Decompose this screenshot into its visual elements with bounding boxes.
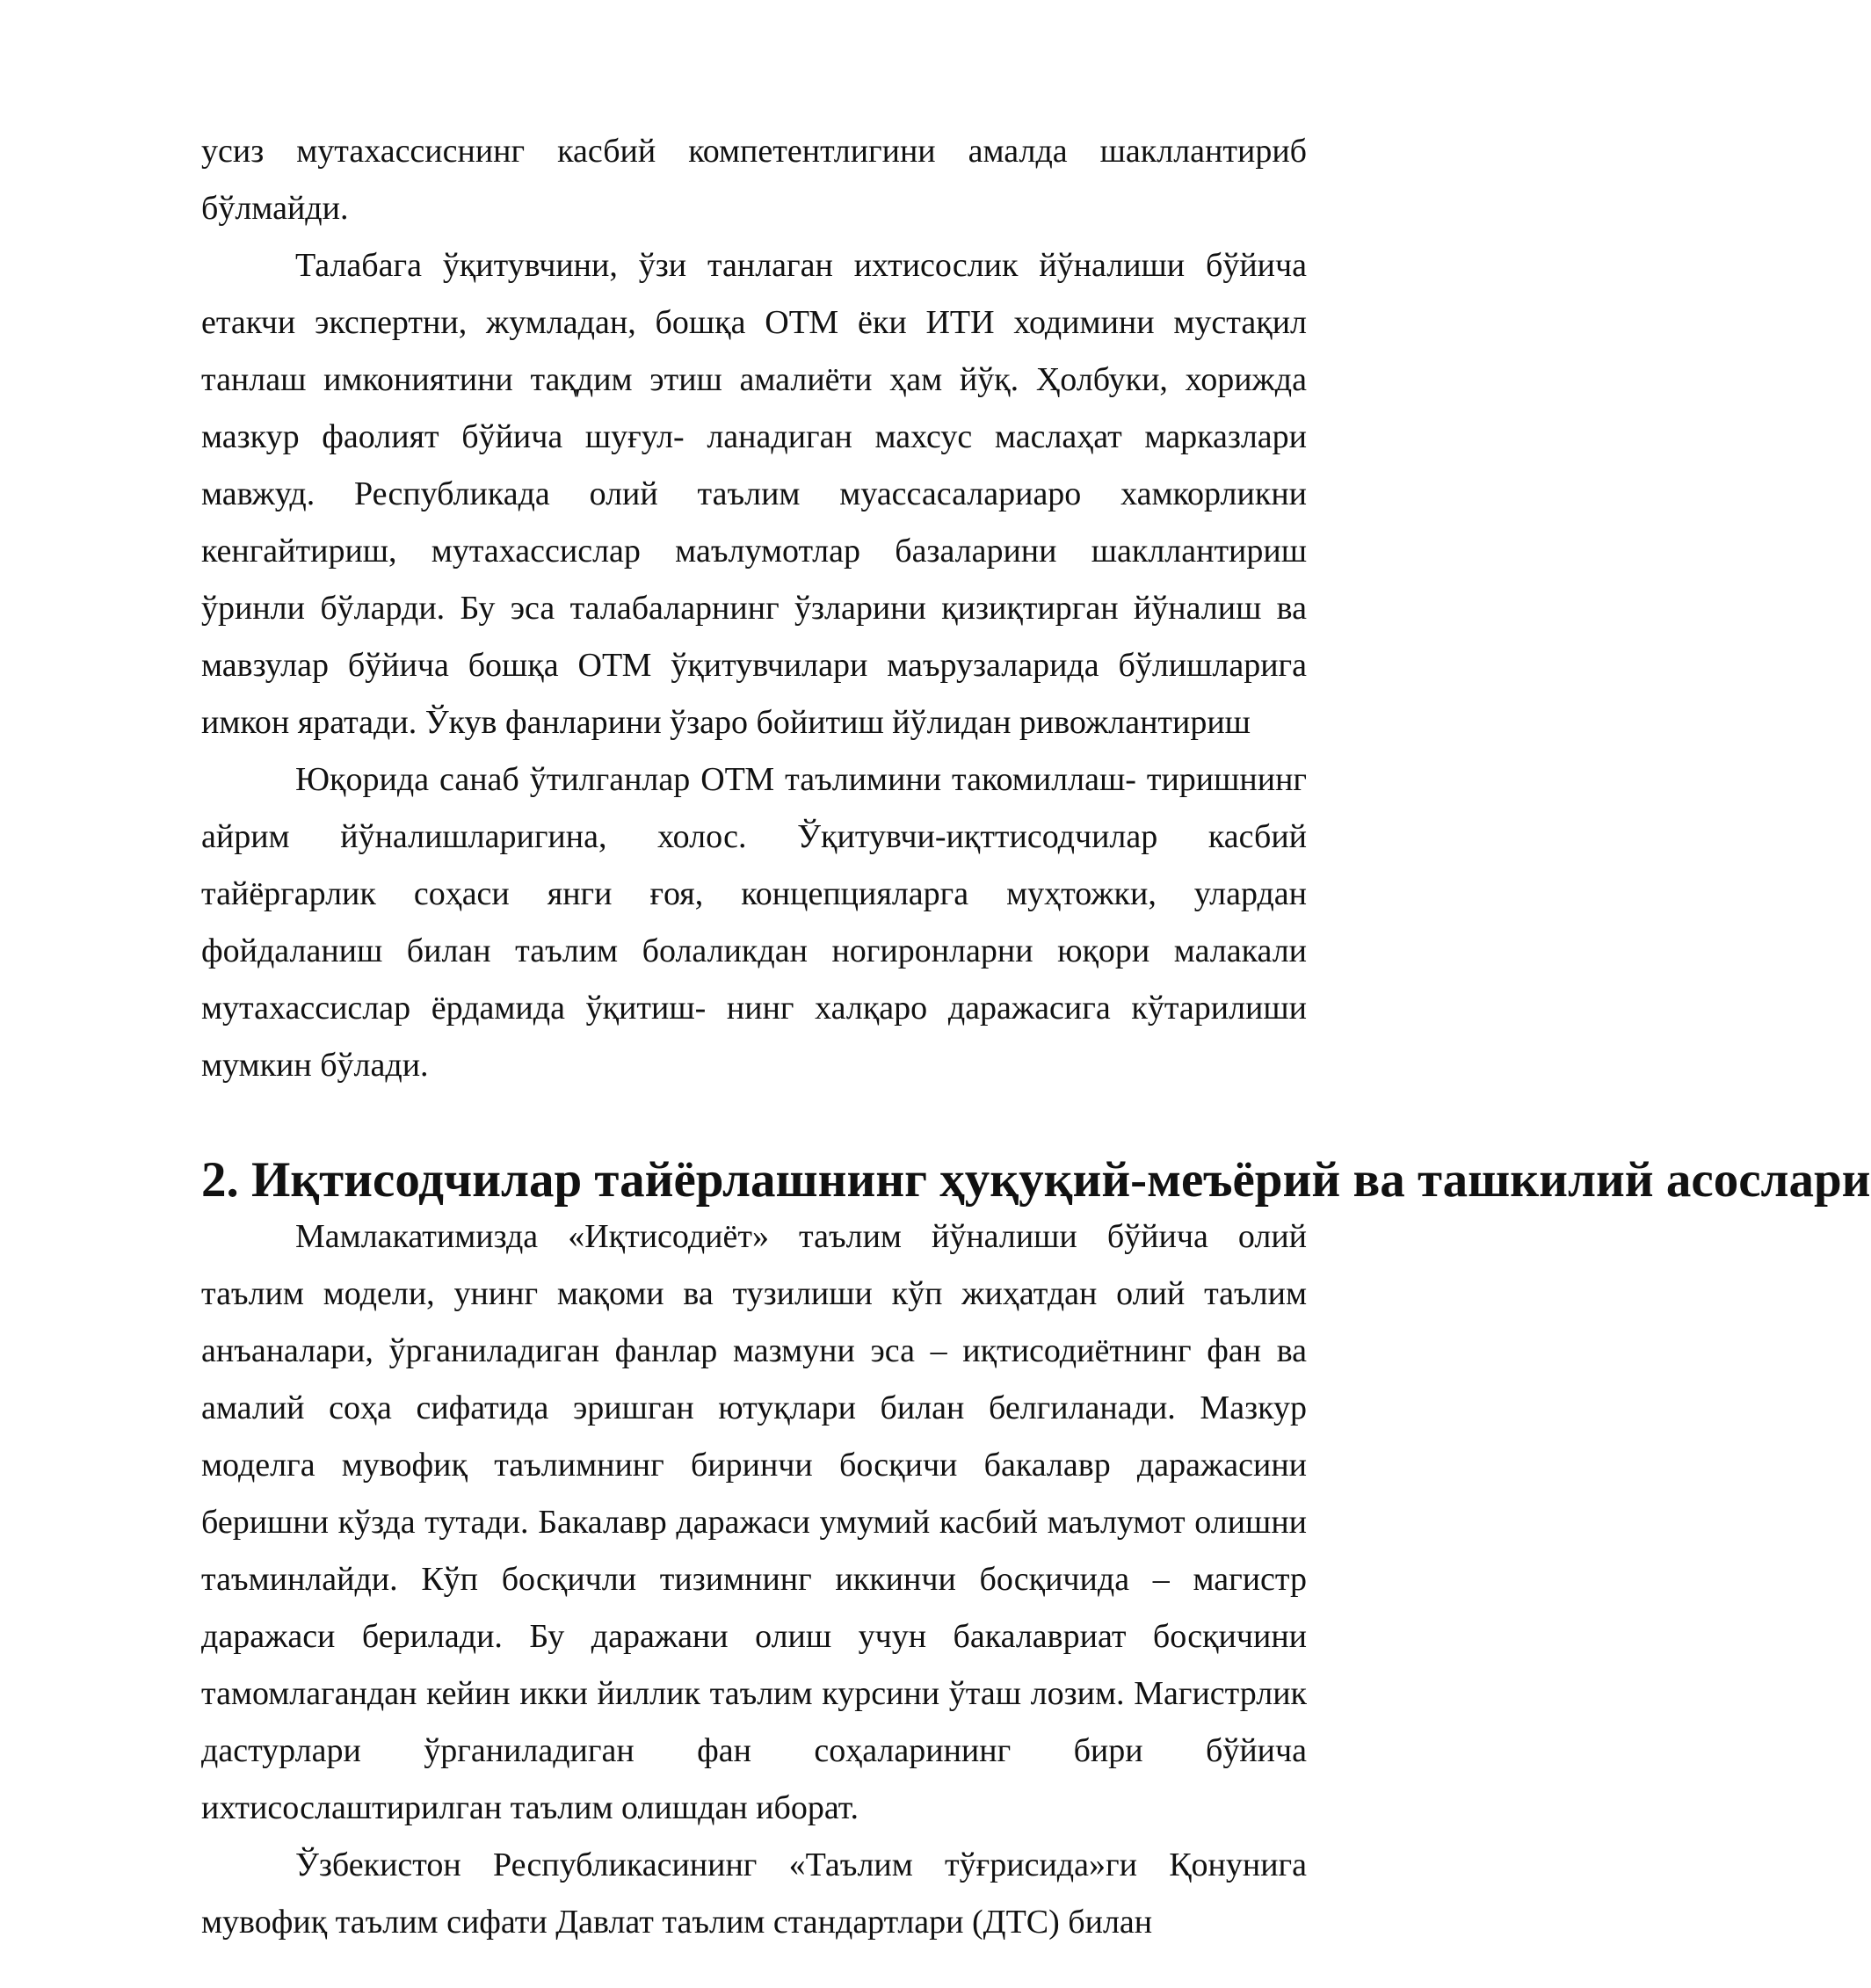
section-spacer: [201, 1094, 1307, 1151]
paragraph-improvement-directions: Юқорида санаб ўтилганлар ОТМ таълимини такомиллаш- тиришнинг айрим йўналишларигина, холос. Ўқитувчи-иқттисодчилар касбий тайёргарлик соҳаси янги ғоя, концепцияларга муҳтожки, улардан фойдаланиш билан таълим болаликдан ногиронларни юқори малакали мутахассислар ёрдамида ўқитиш- нинг халқаро даражасига кўтарилиши мумкин бўлади.: [201, 761, 1307, 1084]
paragraph-education-model: Мамлакатимизда «Иқтисодиёт» таълим йўналиши бўйича олий таълим модели, унинг мақоми ва тузилиши кўп жиҳатдан олий таълим анъаналари, ўрганиладиган фанлар мазмуни эса – иқтисодиётнинг фан ва амалий соҳа сифатида эришган ютуқлари билан белгиланади. Мазкур моделга мувофиқ таълимнинг биринчи босқичи бакалавр даражасини беришни кўзда тутади. Бакалавр даражаси умумий касбий маълумот олишни таъминлайди. Кўп босқичли тизимнинг иккинчи босқичида – магистр даражаси берилади. Бу даражани олиш учун бакалавриат босқичини тамомлагандан кейин икки йиллик таълим курсини ўташ лозим. Магистрлик дастурлари ўрганиладиган фан соҳаларининг бири бўйича ихтисослаштирилган таълим олишдан иборат.: [201, 1218, 1307, 1826]
section-heading: 2. Иқтисодчилар тайёрлашнинг ҳуқуқий-меъёрий ва ташкилий асослари: [201, 1152, 1871, 1208]
document-body: [201, 123, 1871, 1951]
paragraph-continuation: усиз мутахассиснинг касбий компетентлигини амалда шакллантириб бўлмайди.: [201, 133, 1307, 227]
paragraph-education-law: Ўзбекистон Республикасининг «Таълим тўғрисида»ги Қонунига мувофиқ таълим сифати Давлат таълим стандартлари (ДТС) билан: [201, 1847, 1307, 1941]
paragraph-advisor-selection: Талабага ўқитувчини, ўзи танлаган ихтисослик йўналиши бўйича етакчи экспертни, жумладан, бошқа ОТМ ёки ИТИ ходимини мустақил танлаш имкониятини тақдим этиш амалиёти ҳам йўқ. Ҳолбуки, хорижда мазкур фаолият бўйича шуғул- ланадиган махсус маслаҳат марказлари мавжуд. Республикада олий таълим муассасалариаро хамкорликни кенгайтириш, мутахассислар маълумотлар базаларини шакллантириш ўринли бўларди. Бу эса талабаларнинг ўзларини қизиқтирган йўналиш ва мавзулар бўйича бошқа ОТМ ўқитувчилари маърузаларида бўлишларига имкон яратади. Ўкув фанларини ўзаро бойитиш йўлидан ривожлантириш: [201, 247, 1307, 741]
